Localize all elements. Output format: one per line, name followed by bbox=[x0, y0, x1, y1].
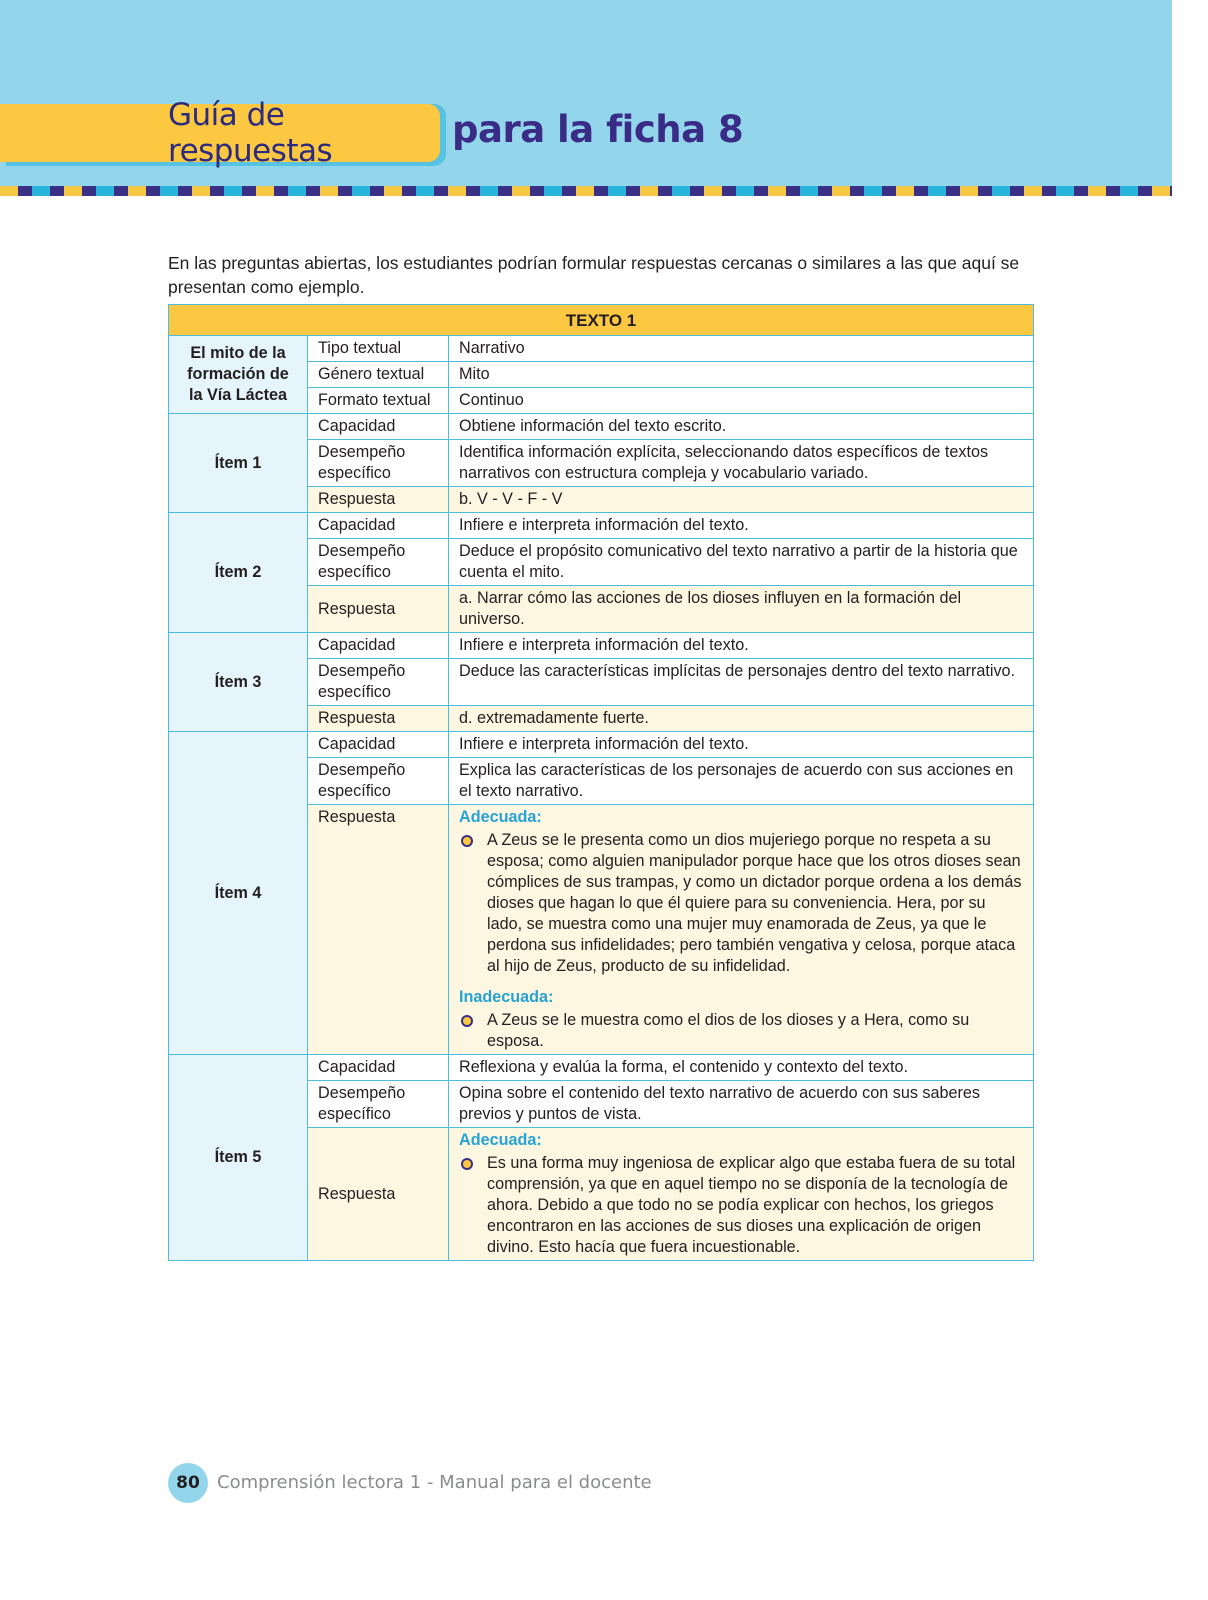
capacidad-value: Reflexiona y evalúa la forma, el contenido y contexto del texto. bbox=[449, 1055, 1034, 1081]
capacidad-value: Infiere e interpreta información del texto. bbox=[449, 513, 1034, 539]
table-heading: TEXTO 1 bbox=[169, 305, 1034, 336]
page-title: para la ficha 8 bbox=[452, 108, 744, 151]
adecuada-label: Adecuada: bbox=[459, 1131, 542, 1149]
desempeno-value: Opina sobre el contenido del texto narrativo de acuerdo con sus saberes previos y puntos de vista. bbox=[449, 1081, 1034, 1128]
page-number-badge: 80 bbox=[168, 1463, 208, 1503]
answer-guide-table bbox=[168, 304, 1034, 1261]
capacidad-value: Infiere e interpreta información del texto. bbox=[449, 633, 1034, 659]
footer-book-title: Comprensión lectora 1 - Manual para el docente bbox=[217, 1472, 652, 1493]
decorative-dash-strip bbox=[0, 186, 1172, 196]
item-label: Ítem 4 bbox=[169, 732, 308, 1055]
table-row bbox=[169, 1055, 1034, 1081]
adecuada-list bbox=[459, 1153, 1023, 1258]
respuesta-label: Respuesta bbox=[308, 1128, 449, 1261]
inadecuada-list bbox=[459, 1010, 1023, 1052]
row-value: Continuo bbox=[449, 388, 1034, 414]
title-tab-text: Guía de respuestas bbox=[168, 97, 333, 169]
desempeno-label: Desempeño específico bbox=[308, 758, 449, 805]
desempeno-value: Deduce el propósito comunicativo del texto narrativo a partir de la historia que cuenta el mito. bbox=[449, 539, 1034, 586]
respuesta-value bbox=[449, 1128, 1034, 1261]
adecuada-label: Adecuada: bbox=[459, 808, 542, 826]
capacidad-label: Capacidad bbox=[308, 1055, 449, 1081]
respuesta-label: Respuesta bbox=[308, 706, 449, 732]
row-label: Género textual bbox=[308, 362, 449, 388]
desempeno-value: Identifica información explícita, seleccionando datos específicos de textos narrativos con estructura compleja y vocabulario variado. bbox=[449, 440, 1034, 487]
desempeno-label: Desempeño específico bbox=[308, 1081, 449, 1128]
capacidad-label: Capacidad bbox=[308, 513, 449, 539]
inadecuada-label: Inadecuada: bbox=[459, 988, 554, 1006]
capacidad-label: Capacidad bbox=[308, 633, 449, 659]
row-label: Formato textual bbox=[308, 388, 449, 414]
desempeno-label: Desempeño específico bbox=[308, 659, 449, 706]
row-label: Tipo textual bbox=[308, 336, 449, 362]
row-value: Narrativo bbox=[449, 336, 1034, 362]
respuesta-value: b. V - V - F - V bbox=[449, 487, 1034, 513]
table-row bbox=[169, 633, 1034, 659]
capacidad-label: Capacidad bbox=[308, 732, 449, 758]
item-label: Ítem 5 bbox=[169, 1055, 308, 1261]
item-label: Ítem 1 bbox=[169, 414, 308, 513]
text-title-cell: El mito de la formación de la Vía Láctea bbox=[169, 336, 308, 414]
title-tab bbox=[0, 97, 440, 169]
desempeno-label: Desempeño específico bbox=[308, 440, 449, 487]
desempeno-value: Deduce las características implícitas de personajes dentro del texto narrativo. bbox=[449, 659, 1034, 706]
table-row bbox=[169, 336, 1034, 362]
capacidad-value: Obtiene información del texto escrito. bbox=[449, 414, 1034, 440]
respuesta-value bbox=[449, 805, 1034, 1055]
respuesta-label: Respuesta bbox=[308, 586, 449, 633]
respuesta-label: Respuesta bbox=[308, 805, 449, 1055]
intro-paragraph: En las preguntas abiertas, los estudiantes podrían formular respuestas cercanas o similares a las que aquí se presentan como ejemplo. bbox=[168, 252, 1020, 297]
respuesta-value: a. Narrar cómo las acciones de los dioses influyen en la formación del universo. bbox=[449, 586, 1034, 633]
capacidad-label: Capacidad bbox=[308, 414, 449, 440]
list-item: A Zeus se le muestra como el dios de los dioses y a Hera, como su esposa. bbox=[459, 1010, 1023, 1052]
capacidad-value: Infiere e interpreta información del texto. bbox=[449, 732, 1034, 758]
table-row bbox=[169, 414, 1034, 440]
item-label: Ítem 3 bbox=[169, 633, 308, 732]
list-item: Es una forma muy ingeniosa de explicar algo que estaba fuera de su total comprensión, ya que en aquel tiempo no se disponía de la tecnología de ahora. Debido a que todo no se podía explicar con hechos, los griegos encontraron en las acciones de sus dioses una explicación de origen divino. Esto hacía que fuera incuestionable. bbox=[459, 1153, 1023, 1258]
row-value: Mito bbox=[449, 362, 1034, 388]
respuesta-label: Respuesta bbox=[308, 487, 449, 513]
desempeno-value: Explica las características de los personajes de acuerdo con sus acciones en el texto narrativo. bbox=[449, 758, 1034, 805]
item-label: Ítem 2 bbox=[169, 513, 308, 633]
table-row bbox=[169, 513, 1034, 539]
list-item: A Zeus se le presenta como un dios mujeriego porque no respeta a su esposa; como alguien manipulador porque hace que los otros dioses sean cómplices de sus trampas, y como un dictador porque ordena a los demás dioses que hagan lo que él quiere para su conveniencia. Hera, por su lado, se muestra como una mujer muy enamorada de Zeus, ya que le perdona sus infidelidades; pero también vengativa y celosa, porque ataca al hijo de Zeus, producto de su infidelidad. bbox=[459, 830, 1023, 977]
desempeno-label: Desempeño específico bbox=[308, 539, 449, 586]
respuesta-value: d. extremadamente fuerte. bbox=[449, 706, 1034, 732]
adecuada-list bbox=[459, 830, 1023, 977]
table-row bbox=[169, 732, 1034, 758]
